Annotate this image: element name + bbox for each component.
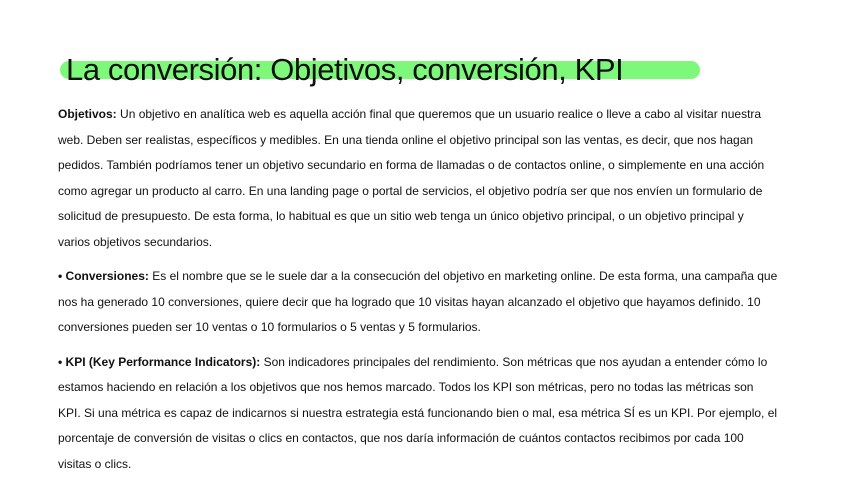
paragraph-objetivos [58,102,778,255]
paragraph-text: Es el nombre que se le suele dar a la consecución del objetivo en marketing online. De esta forma, una campaña que nos ha generado 10 conversiones, quiere decir que ha logrado que 10 visitas hayan alcanzado el objetivo que hayamos definido. 10 conversiones pueden ser 10 ventas o 10 formularios o 5 ventas y 5 formularios. [58,269,778,334]
paragraph-label: Objetivos: [58,107,117,121]
paragraph-label: • KPI (Key Performance Indicators): [58,354,261,369]
slide-title: La conversión: Objetivos, conversión, KPI [66,52,624,87]
paragraph-kpi [58,350,778,478]
paragraph-text: Son indicadores principales del rendimiento. Son métricas que nos ayudan a entender cómo lo estamos haciendo en relación a los objetivos que nos hemos marcado. Todos los KPI son métricas, pero no todas las métricas son KPI. Si una métrica es capaz de indicarnos si nuestra estrategia está funcionando bien o mal, esa métrica SÍ es un KPI. Por ejemplo, el porcentaje de conversión de visitas o clics en contactos, que nos daría información de cuántos contactos recibimos por cada 100 visitas o clics. [58,354,778,471]
slide-body [58,102,778,486]
title-block [60,48,700,94]
paragraph-conversiones [58,264,778,341]
paragraph-label: • Conversiones: [58,269,149,283]
paragraph-text: Un objetivo en analítica web es aquella acción final que queremos que un usuario realice o lleve a cabo al visitar nuestra web. Deben ser realistas, específicos y medibles. En una tienda online el objetivo principal son las ventas, es decir, que nos hagan pedidos. También podríamos tener un objetivo secundario en forma de llamadas o de contactos online, o simplemente en una acción como agregar un producto al carro. En una landing page o portal de servicios, el objetivo podría ser que nos envíen un formulario de solicitud de presupuesto. De esta forma, lo habitual es que un sitio web tenga un único objetivo principal, o un objetivo principal y varios objetivos secundarios. [58,107,765,249]
